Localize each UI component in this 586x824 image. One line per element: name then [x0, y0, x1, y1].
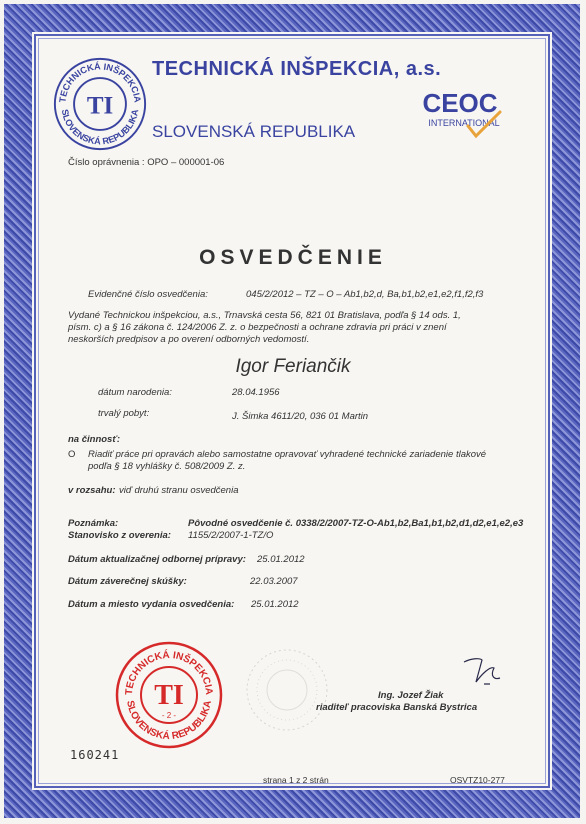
seal-mark: TI — [86, 92, 114, 120]
activity-label: na činnosť: — [68, 434, 121, 445]
page-indicator: strana 1 z 2 strán — [263, 775, 329, 785]
activity-line-2: podľa § 18 vyhlášky č. 508/2009 Z. z. — [88, 461, 246, 472]
evid-label: Evidenčné číslo osvedčenia: — [88, 289, 208, 300]
ceoc-sub-text: INTERNATIONAL — [428, 118, 500, 128]
stamp-bottom-text: SLOVENSKÁ REPUBLIKA — [124, 699, 214, 743]
holder-name: Igor Feriančik — [235, 356, 351, 377]
address-label: trvalý pobyt: — [98, 408, 150, 419]
form-code: OSVTZ10-277 — [450, 775, 505, 785]
exam-label: Dátum záverečnej skúšky: — [68, 576, 187, 587]
activity-line-1: Riadiť práce pri opravách alebo samostatne opravovať vyhradené technické zariadenie tlakové — [88, 449, 487, 460]
scope-label: v rozsahu: — [68, 485, 116, 496]
issue-label: Dátum a miesto vydania osvedčenia: — [68, 599, 235, 610]
activity-text — [88, 449, 486, 473]
ceoc-text: CEOC — [422, 88, 498, 118]
note-label: Poznámka: — [68, 518, 119, 529]
org-title: TECHNICKÁ INŠPEKCIA, a.s. — [152, 58, 442, 80]
handwritten-signature — [460, 654, 504, 690]
exam-value: 22.03.2007 — [250, 576, 298, 587]
ti-logo-seal — [52, 56, 148, 152]
scope-value: viď druhú stranu osvedčenia — [119, 485, 239, 496]
country-name: SLOVENSKÁ REPUBLIKA — [152, 122, 356, 141]
signatory-name: Ing. Jozef Žiak — [378, 690, 444, 701]
seal-top-text: TECHNICKÁ INŠPEKCIA — [57, 61, 143, 104]
issued-line-2: písm. c) a § 16 zákona č. 124/2006 Z. z. o bezpečnosti a ochrane zdravia pri práci v znení — [68, 322, 447, 333]
watermark-rosette — [232, 640, 342, 740]
address-value: J. Šimka 4611/20, 036 01 Martin — [232, 411, 369, 422]
seal-bottom-text: SLOVENSKÁ REPUBLIKA — [59, 108, 141, 147]
issued-text — [68, 310, 524, 346]
stamp-number: - 2 - — [161, 711, 177, 720]
stamp-mark: TI — [154, 680, 184, 711]
issue-value: 25.01.2012 — [251, 599, 299, 610]
note-value: Pôvodné osvedčenie č. 0338/2/2007-TZ-O-Ab1,b2,Ba1,b1,b2,d1,d2,e1,e2,e3 — [188, 518, 524, 529]
official-stamp — [114, 640, 224, 750]
dob-value: 28.04.1956 — [232, 387, 280, 398]
ceoc-logo — [410, 86, 510, 142]
signatory-role: riaditeľ pracoviska Banská Bystrica — [316, 702, 478, 713]
stamp-top-text: TECHNICKÁ INŠPEKCIA — [123, 649, 215, 696]
serial-number: 160241 — [70, 748, 120, 762]
update-label: Dátum aktualizačnej odbornej prípravy: — [68, 554, 246, 565]
issued-line-1: Vydané Technickou inšpekciou, a.s., Trnavská cesta 56, 821 01 Bratislava, podľa § 14 ods. 1, — [68, 310, 461, 321]
authorization-number: Číslo oprávnenia : OPO – 000001-06 — [68, 157, 225, 168]
certificate-title: OSVEDČENIE — [199, 246, 387, 269]
evid-value: 045/2/2012 – TZ – O – Ab1,b2,d, Ba,b1,b2,e1,e2,f1,f2,f3 — [246, 289, 484, 300]
update-value: 25.01.2012 — [257, 554, 305, 565]
issued-line-3: neskorších predpisov a po overení odborných vedomostí. — [68, 334, 310, 345]
opinion-value: 1155/2/2007-1-TZ/O — [188, 530, 274, 541]
opinion-label: Stanovisko z overenia: — [68, 530, 171, 541]
dob-label: dátum narodenia: — [98, 387, 172, 398]
activity-bullet: O — [68, 449, 76, 460]
